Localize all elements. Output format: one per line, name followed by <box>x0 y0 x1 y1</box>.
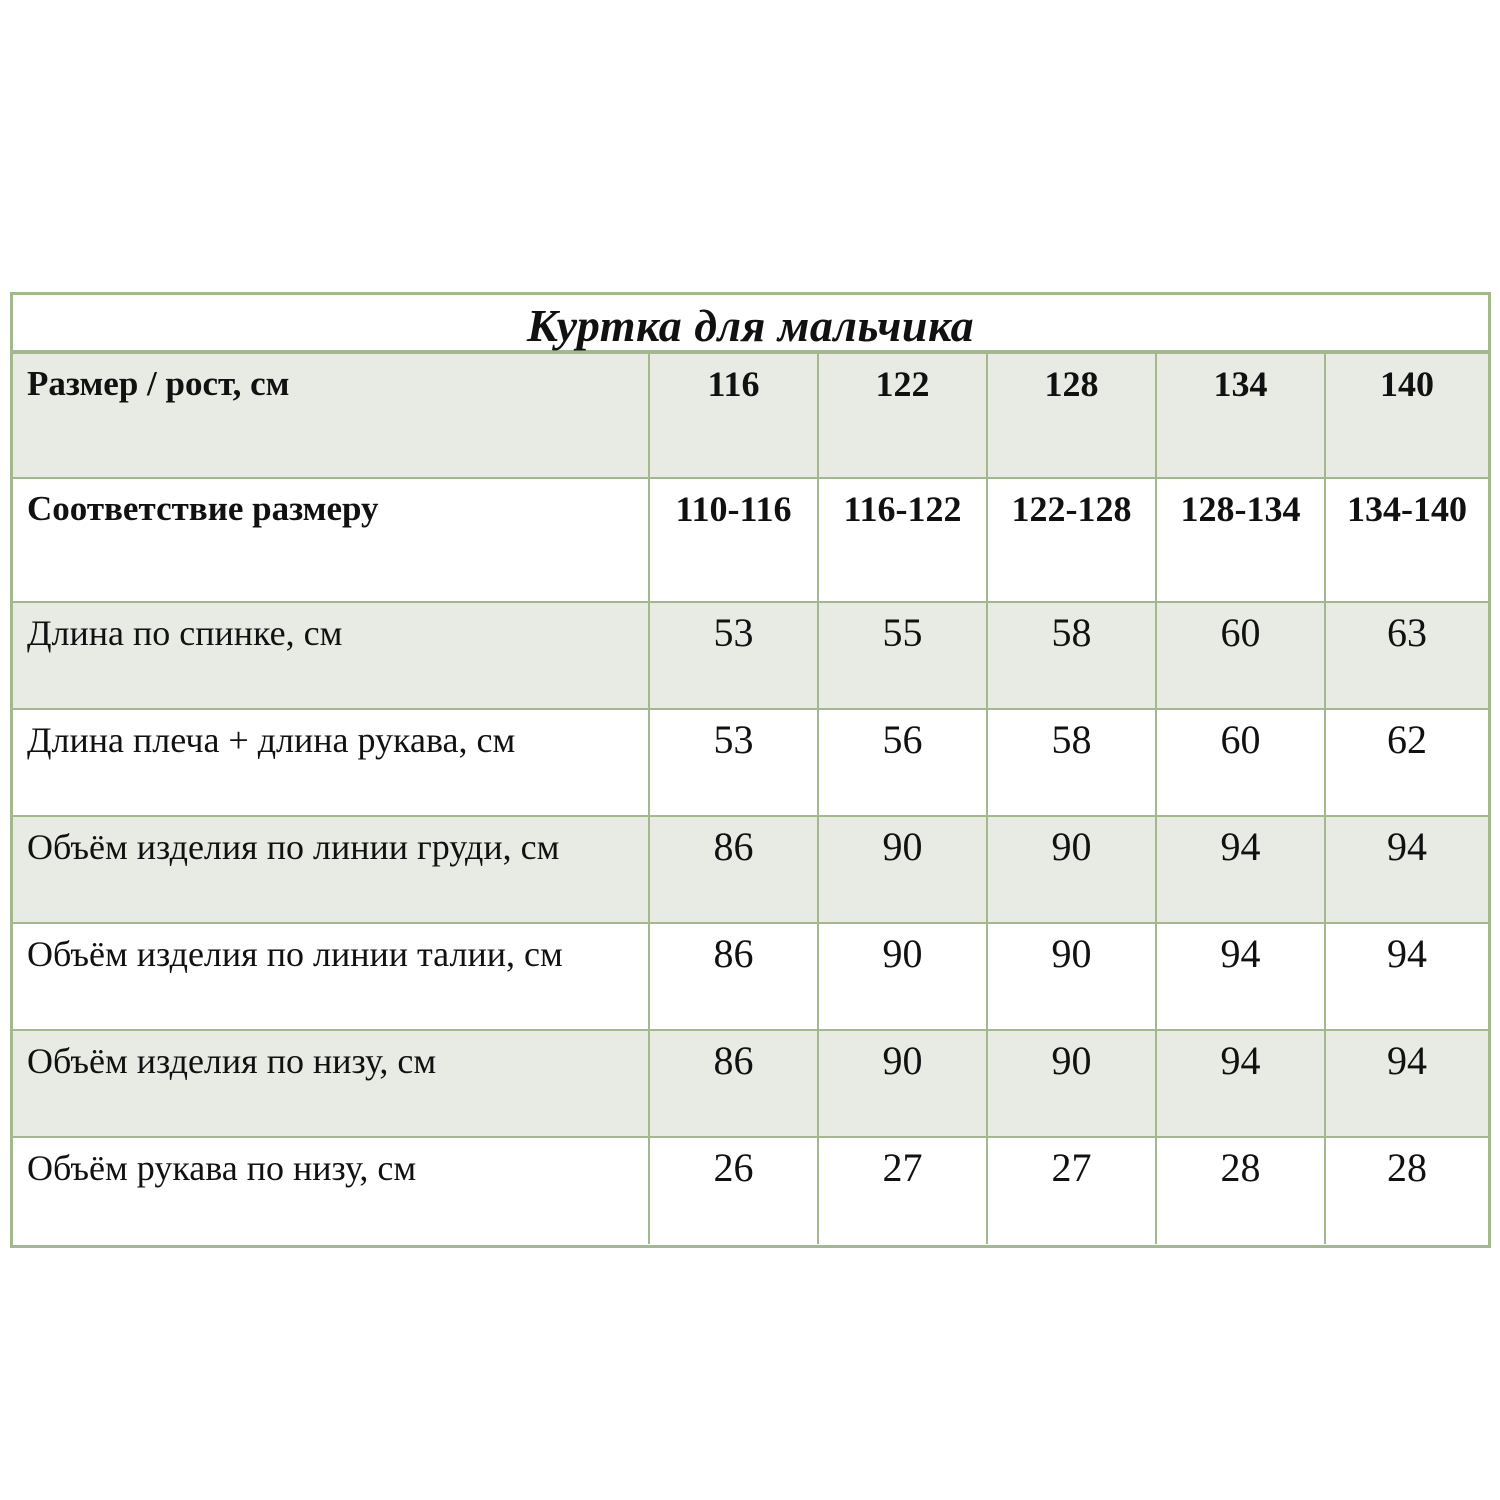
measure-cell: 94 <box>1156 1030 1325 1137</box>
measure-cell: 26 <box>649 1137 818 1244</box>
measure-cell: 90 <box>818 923 987 1030</box>
measure-cell: 60 <box>1156 709 1325 816</box>
measure-cell: 58 <box>987 602 1156 709</box>
measure-cell: 86 <box>649 923 818 1030</box>
table-row <box>13 923 1488 1030</box>
measure-cell: 86 <box>649 816 818 923</box>
measure-cell: 28 <box>1156 1137 1325 1244</box>
size-cell: 140 <box>1325 354 1488 478</box>
row-label: Длина по спинке, см <box>13 602 649 709</box>
size-table <box>13 354 1488 1244</box>
size-cell: 116-122 <box>818 478 987 602</box>
table-row <box>13 1030 1488 1137</box>
size-cell: 128-134 <box>1156 478 1325 602</box>
title-row <box>13 295 1488 354</box>
size-cell: 128 <box>987 354 1156 478</box>
measure-cell: 94 <box>1325 1030 1488 1137</box>
measure-cell: 94 <box>1325 816 1488 923</box>
measure-cell: 28 <box>1325 1137 1488 1244</box>
measure-cell: 90 <box>987 923 1156 1030</box>
table-row <box>13 478 1488 602</box>
measure-cell: 58 <box>987 709 1156 816</box>
measure-cell: 56 <box>818 709 987 816</box>
measure-cell: 90 <box>818 1030 987 1137</box>
measure-cell: 27 <box>987 1137 1156 1244</box>
size-cell: 110-116 <box>649 478 818 602</box>
measure-cell: 94 <box>1156 923 1325 1030</box>
row-label: Объём изделия по линии талии, см <box>13 923 649 1030</box>
measure-cell: 94 <box>1325 923 1488 1030</box>
measure-cell: 62 <box>1325 709 1488 816</box>
size-cell: 122 <box>818 354 987 478</box>
measure-cell: 60 <box>1156 602 1325 709</box>
table-row <box>13 1137 1488 1244</box>
measure-cell: 63 <box>1325 602 1488 709</box>
measure-cell: 53 <box>649 709 818 816</box>
measure-cell: 27 <box>818 1137 987 1244</box>
measure-cell: 55 <box>818 602 987 709</box>
chart-title: Куртка для мальчика <box>526 300 975 351</box>
size-cell: 134-140 <box>1325 478 1488 602</box>
table-row <box>13 709 1488 816</box>
measure-cell: 90 <box>987 816 1156 923</box>
size-cell: 116 <box>649 354 818 478</box>
row-label: Длина плеча + длина рукава, см <box>13 709 649 816</box>
row-label: Соответствие размеру <box>13 478 649 602</box>
table-row <box>13 602 1488 709</box>
measure-cell: 90 <box>987 1030 1156 1137</box>
measure-cell: 90 <box>818 816 987 923</box>
row-label: Объём рукава по низу, см <box>13 1137 649 1244</box>
measure-cell: 94 <box>1156 816 1325 923</box>
row-label: Объём изделия по линии груди, см <box>13 816 649 923</box>
row-label: Размер / рост, см <box>13 354 649 478</box>
size-chart <box>10 292 1491 1248</box>
measure-cell: 53 <box>649 602 818 709</box>
table-row <box>13 354 1488 478</box>
measure-cell: 86 <box>649 1030 818 1137</box>
size-cell: 122-128 <box>987 478 1156 602</box>
table-row <box>13 816 1488 923</box>
row-label: Объём изделия по низу, см <box>13 1030 649 1137</box>
size-cell: 134 <box>1156 354 1325 478</box>
